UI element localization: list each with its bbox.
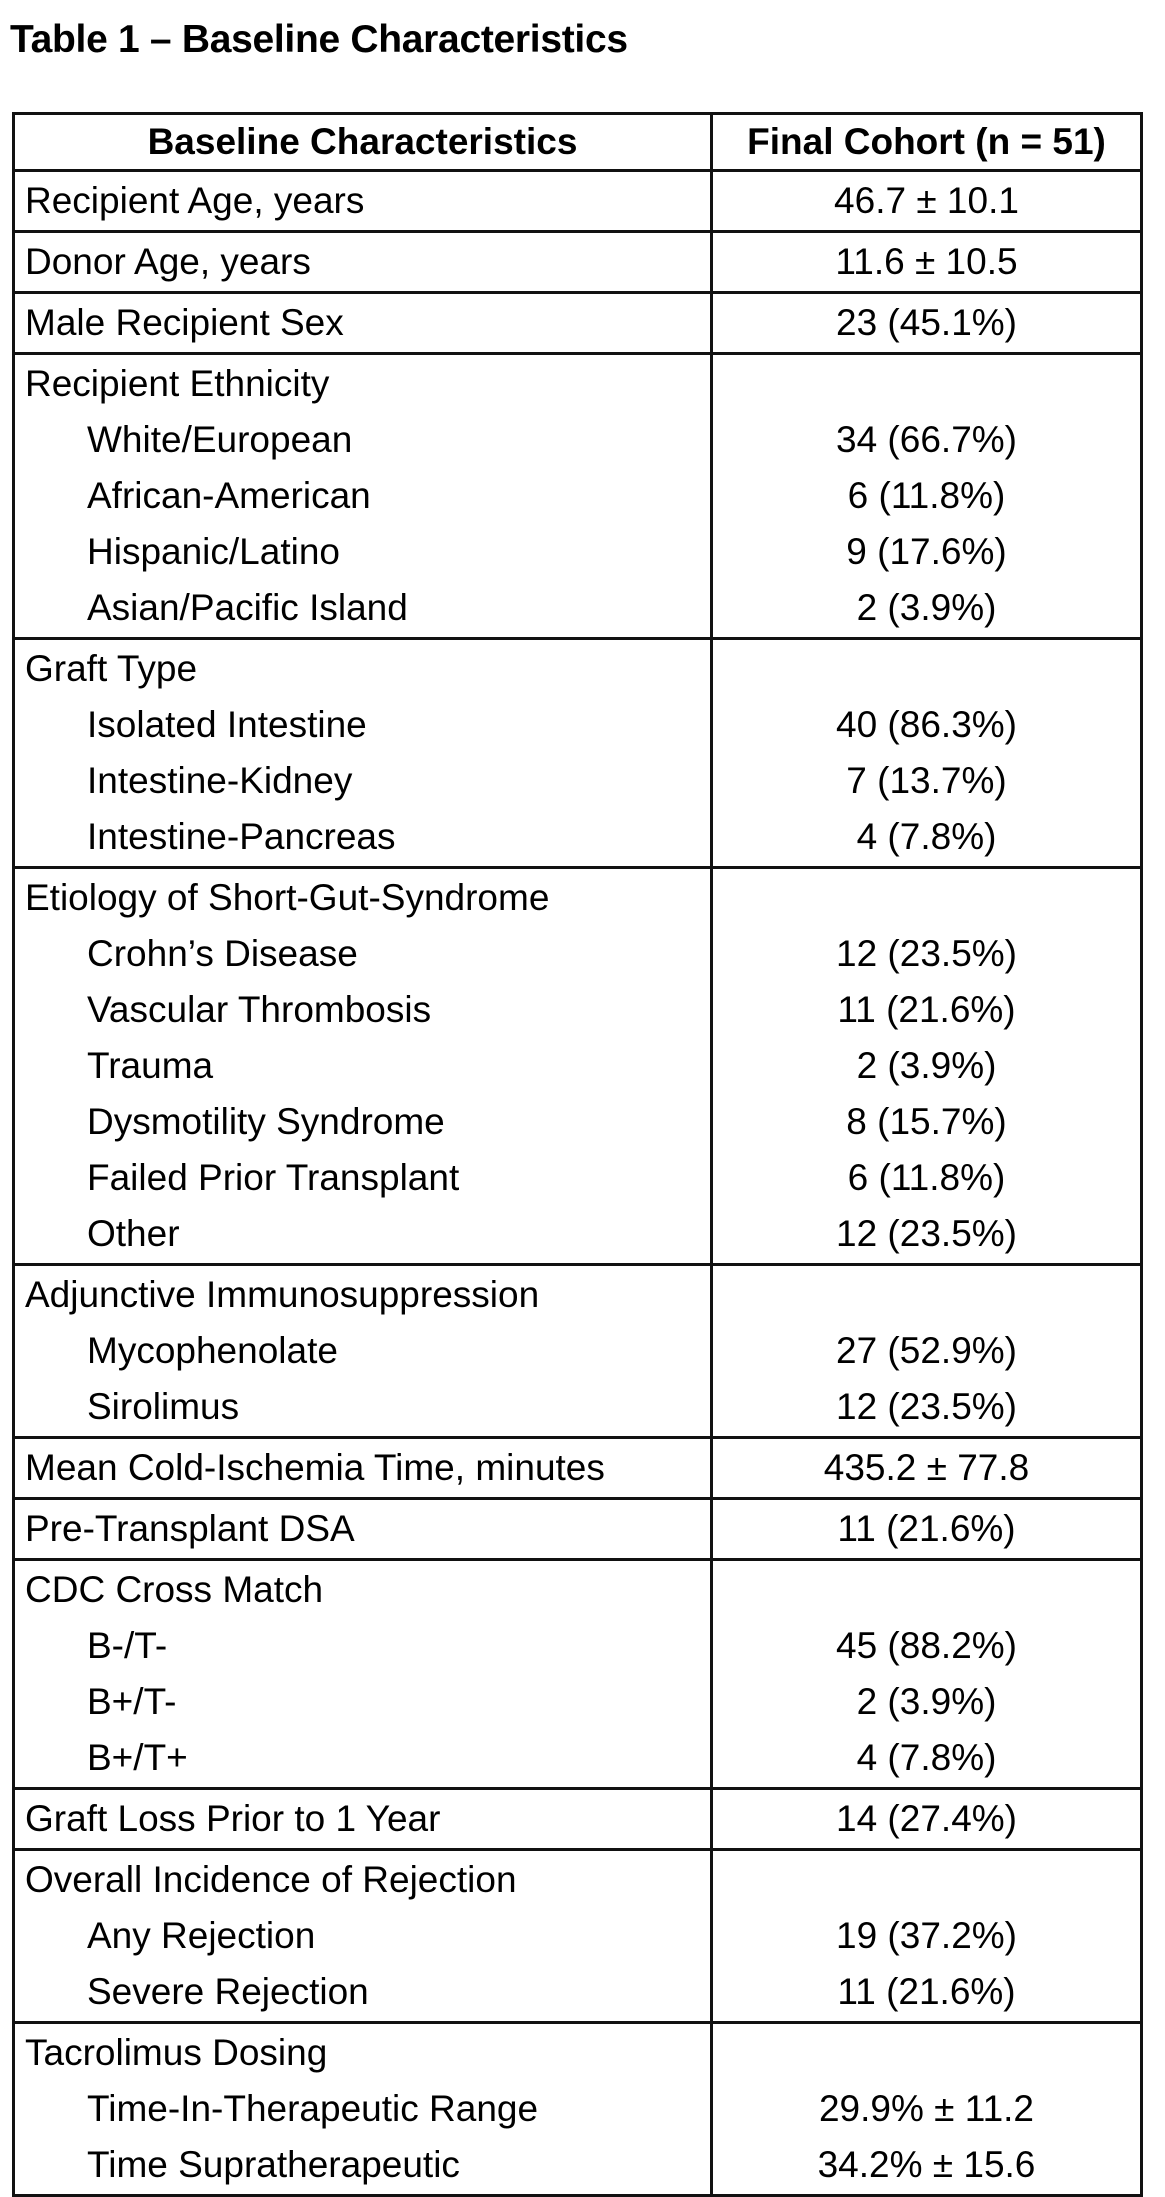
characteristic-value: 435.2 ± 77.8 — [823, 1447, 1030, 1488]
subcategory-value: 12 (23.5%) — [836, 933, 1017, 974]
subcategory-label: Intestine-Pancreas — [87, 816, 396, 857]
subcategory-label: White/European — [87, 419, 353, 460]
subcategory-value: 6 (11.8%) — [847, 475, 1006, 516]
characteristic-cell — [14, 232, 712, 293]
characteristic-value — [723, 641, 1130, 697]
subcategory-value: 6 (11.8%) — [847, 1157, 1006, 1198]
characteristic-label: Graft Loss Prior to 1 Year — [25, 1798, 441, 1839]
characteristic-cell — [14, 1265, 712, 1438]
table-row — [14, 171, 1142, 232]
table-row — [14, 2023, 1142, 2196]
subcategory-label: Mycophenolate — [87, 1330, 338, 1371]
subcategory-value: 29.9% ± 11.2 — [818, 2088, 1035, 2129]
subcategory-value: 11 (21.6%) — [837, 1971, 1016, 2012]
characteristic-value: 14 (27.4%) — [836, 1798, 1017, 1839]
subcategory-value: 19 (37.2%) — [836, 1915, 1017, 1956]
characteristic-cell — [14, 868, 712, 1265]
characteristic-value: 23 (45.1%) — [836, 302, 1017, 343]
table-row — [14, 1499, 1142, 1560]
subcategory-value: 2 (3.9%) — [856, 1045, 997, 1086]
table-row — [14, 868, 1142, 1265]
subcategory-label: B+/T- — [87, 1681, 177, 1722]
cohort-value-cell — [712, 1265, 1142, 1438]
characteristic-value — [723, 870, 1130, 926]
characteristic-label: CDC Cross Match — [25, 1569, 324, 1610]
subcategory-value: 4 (7.8%) — [856, 1737, 997, 1778]
characteristic-value — [723, 1852, 1130, 1908]
characteristic-cell — [14, 639, 712, 868]
subcategory-label: Hispanic/Latino — [87, 531, 340, 572]
subcategory-value: 45 (88.2%) — [836, 1625, 1017, 1666]
characteristic-label: Recipient Age, years — [25, 180, 365, 221]
cohort-value-cell — [712, 2023, 1142, 2196]
subcategory-label: Dysmotility Syndrome — [87, 1101, 445, 1142]
table-caption: Table 1 – Baseline Characteristics — [10, 18, 628, 61]
header-final-cohort: Final Cohort (n = 51) — [712, 114, 1142, 171]
subcategory-value: 9 (17.6%) — [846, 531, 1007, 572]
subcategory-label: Crohn’s Disease — [87, 933, 358, 974]
cohort-value-cell — [712, 1850, 1142, 2023]
subcategory-value: 2 (3.9%) — [856, 1681, 997, 1722]
table-row — [14, 1789, 1142, 1850]
characteristic-label: Etiology of Short-Gut-Syndrome — [25, 877, 550, 918]
subcategory-value: 12 (23.5%) — [836, 1213, 1017, 1254]
characteristic-value — [723, 1562, 1130, 1618]
characteristic-label: Adjunctive Immunosuppression — [25, 1274, 540, 1315]
table-row — [14, 1850, 1142, 2023]
table-row — [14, 354, 1142, 639]
subcategory-label: Failed Prior Transplant — [87, 1157, 460, 1198]
cohort-value-cell — [712, 639, 1142, 868]
characteristic-cell — [14, 1850, 712, 2023]
cohort-value-cell — [712, 171, 1142, 232]
baseline-characteristics-table — [12, 112, 1143, 2197]
characteristic-label: Tacrolimus Dosing — [25, 2032, 328, 2073]
subcategory-label: Intestine-Kidney — [87, 760, 353, 801]
cohort-value-cell — [712, 868, 1142, 1265]
cohort-value-cell — [712, 293, 1142, 354]
characteristic-label: Recipient Ethnicity — [25, 363, 330, 404]
cohort-value-cell — [712, 1789, 1142, 1850]
subcategory-value: 34 (66.7%) — [836, 419, 1017, 460]
table-row — [14, 1438, 1142, 1499]
subcategory-label: African-American — [87, 475, 371, 516]
subcategory-label: Time Supratherapeutic — [87, 2144, 460, 2185]
subcategory-label: Time-In-Therapeutic Range — [87, 2088, 539, 2129]
characteristic-label: Overall Incidence of Rejection — [25, 1859, 517, 1900]
subcategory-label: Trauma — [87, 1045, 214, 1086]
table-header-row — [14, 114, 1142, 171]
table-body — [14, 171, 1142, 2196]
characteristic-value: 11 (21.6%) — [837, 1508, 1016, 1549]
characteristic-cell — [14, 1438, 712, 1499]
subcategory-label: Other — [87, 1213, 180, 1254]
characteristic-cell — [14, 354, 712, 639]
subcategory-value: 4 (7.8%) — [856, 816, 997, 857]
table-row — [14, 293, 1142, 354]
table-row — [14, 1560, 1142, 1789]
subcategory-label: Vascular Thrombosis — [87, 989, 432, 1030]
subcategory-label: B-/T- — [87, 1625, 168, 1666]
cohort-value-cell — [712, 354, 1142, 639]
characteristic-cell — [14, 1560, 712, 1789]
characteristic-value: 11.6 ± 10.5 — [835, 241, 1018, 282]
cohort-value-cell — [712, 1438, 1142, 1499]
characteristic-value — [723, 356, 1130, 412]
characteristic-label: Graft Type — [25, 648, 198, 689]
table-row — [14, 639, 1142, 868]
header-characteristic: Baseline Characteristics — [14, 114, 712, 171]
subcategory-label: B+/T+ — [87, 1737, 188, 1778]
cohort-value-cell — [712, 1499, 1142, 1560]
subcategory-value: 7 (13.7%) — [846, 760, 1007, 801]
characteristic-cell — [14, 171, 712, 232]
characteristic-cell — [14, 1499, 712, 1560]
characteristic-cell — [14, 293, 712, 354]
subcategory-value: 40 (86.3%) — [836, 704, 1017, 745]
characteristic-value — [723, 2025, 1130, 2081]
subcategory-label: Isolated Intestine — [87, 704, 367, 745]
subcategory-value: 12 (23.5%) — [836, 1386, 1017, 1427]
characteristic-label: Mean Cold-Ischemia Time, minutes — [25, 1447, 605, 1488]
subcategory-label: Any Rejection — [87, 1915, 316, 1956]
characteristic-label: Pre-Transplant DSA — [25, 1508, 355, 1549]
characteristic-label: Donor Age, years — [25, 241, 311, 282]
characteristic-value — [723, 1267, 1130, 1323]
subcategory-value: 8 (15.7%) — [846, 1101, 1007, 1142]
table-row — [14, 232, 1142, 293]
subcategory-label: Severe Rejection — [87, 1971, 369, 2012]
subcategory-label: Asian/Pacific Island — [87, 587, 408, 628]
table-row — [14, 1265, 1142, 1438]
subcategory-value: 2 (3.9%) — [856, 587, 997, 628]
characteristic-cell — [14, 2023, 712, 2196]
characteristic-label: Male Recipient Sex — [25, 302, 344, 343]
cohort-value-cell — [712, 1560, 1142, 1789]
subcategory-label: Sirolimus — [87, 1386, 240, 1427]
subcategory-value: 34.2% ± 15.6 — [817, 2144, 1036, 2185]
characteristic-cell — [14, 1789, 712, 1850]
characteristic-value: 46.7 ± 10.1 — [834, 180, 1019, 221]
cohort-value-cell — [712, 232, 1142, 293]
subcategory-value: 27 (52.9%) — [836, 1330, 1017, 1371]
subcategory-value: 11 (21.6%) — [837, 989, 1016, 1030]
